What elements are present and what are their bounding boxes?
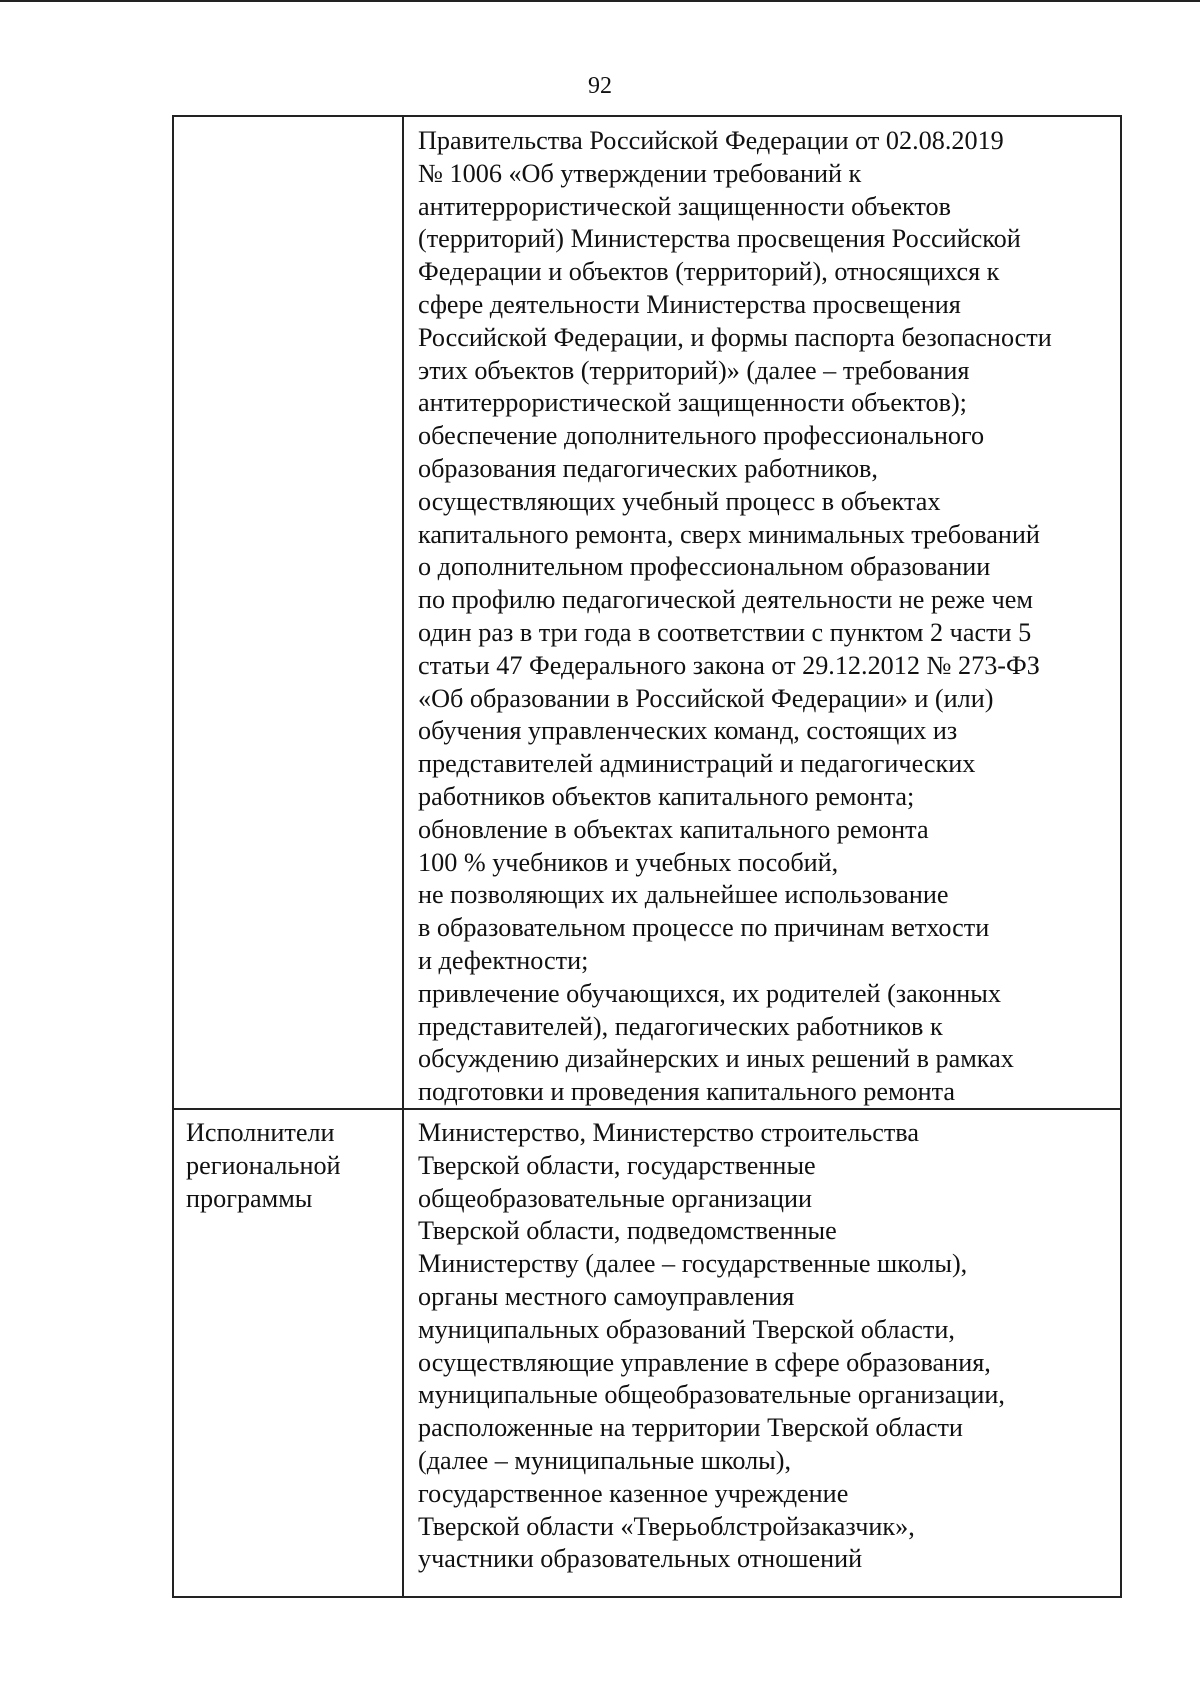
program-passport-table bbox=[172, 115, 1122, 1598]
table-row-2-label: Исполнители региональной программы bbox=[186, 1118, 341, 1213]
page-number: 92 bbox=[588, 73, 612, 99]
table-column-divider bbox=[402, 117, 404, 1596]
table-row-1-content: Правительства Российской Федерации от 02.08.2019 № 1006 «Об утверждении требований к антитеррористической защищенности объектов (территорий) Министерства просвещения Российской Федерации и объектов (территорий), относящихся к сфере деятельности Министерства просвещения Российской Федерации, и формы паспорта безопасности этих объектов (территорий)» (далее – требования антитеррористической защищенности объектов); обеспечение дополнительного профессионального образования педагогических работников, осуществляющих учебный процесс в объектах капитального ремонта, сверх минимальных требований о дополнительном профессиональном образовании по профилю педагогической деятельности не реже чем один раз в три года в соответствии с пунктом 2 части 5 статьи 47 Федерального закона от 29.12.2012 № 273-ФЗ «Об образовании в Российской Федерации» и (или) обучения управленческих команд, состоящих из представителей администраций и педагогических работников объектов капитального ремонта; обновление в объектах капитального ремонта 100 % учебников и учебных пособий, не позволяющих их дальнейшее использование в образовательном процессе по причинам ветхости и дефектности; привлечение обучающихся, их родителей (законных представителей), педагогических работников к обсуждению дизайнерских и иных решений в рамках подготовки и проведения капитального ремонта bbox=[418, 126, 1052, 1107]
table-row-2-content: Министерство, Министерство строительства Тверской области, государственные общеобразовательные организации Тверской области, подведомственные Министерству (далее – государственные школы), органы местного самоуправления муниципальных образований Тверской области, осуществляющие управление в сфере образования, муниципальные общеобразовательные организации, расположенные на территории Тверской области (далее – муниципальные школы), государственное казенное учреждение Тверской области «Тверьоблстройзаказчик», участники образовательных отношений bbox=[418, 1118, 1005, 1574]
page-top-edge bbox=[0, 0, 1200, 2]
